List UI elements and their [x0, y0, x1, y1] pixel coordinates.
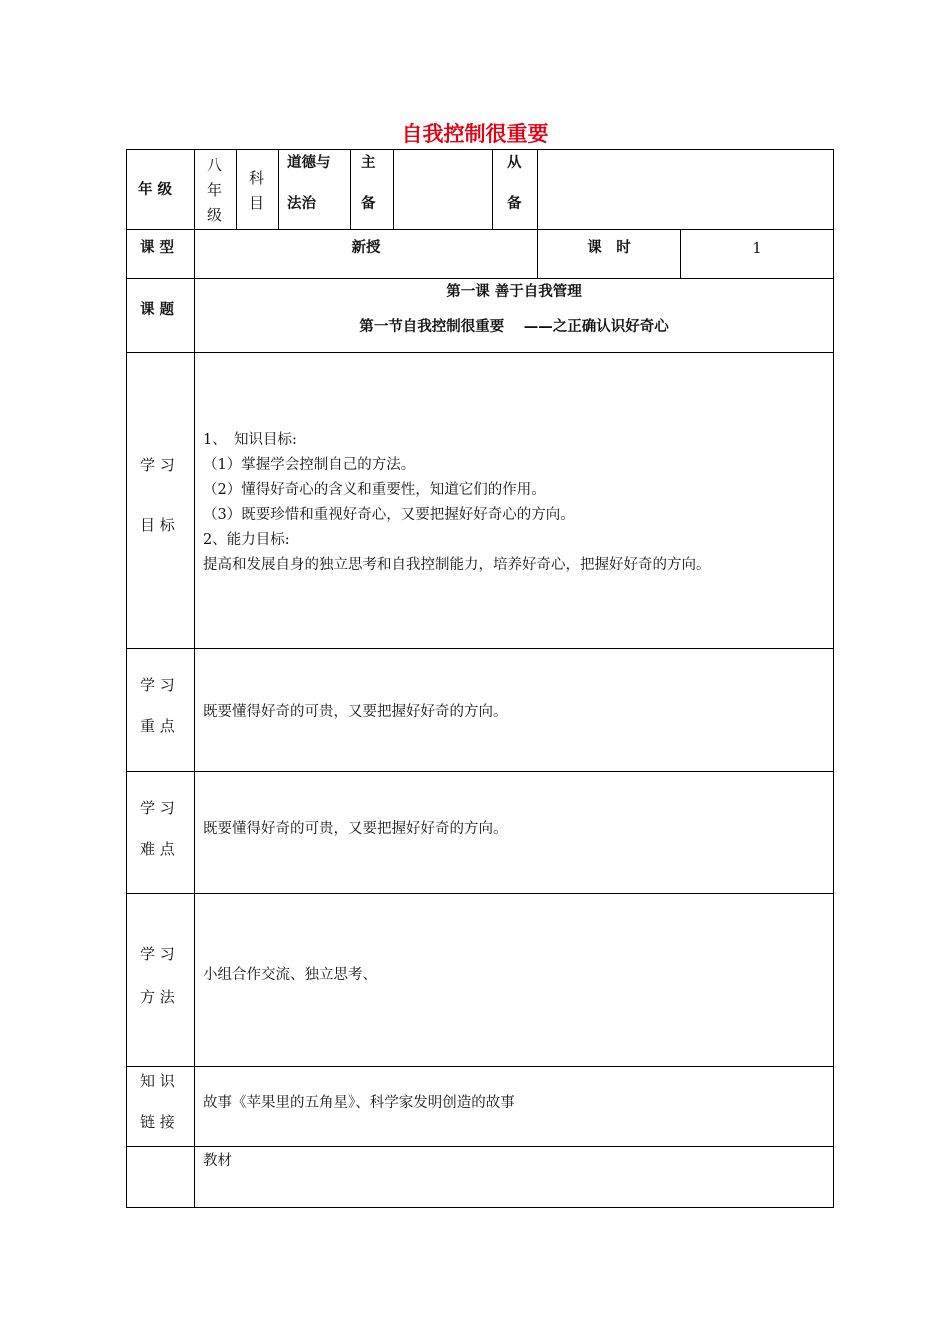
- objective-line: （2）懂得好奇心的含义和重要性，知道它们的作用。: [203, 482, 546, 498]
- objective-line: 提高和发展自身的独立思考和自我控制能力，培养好奇心，把握好好奇的方向。: [203, 557, 711, 573]
- topic-line-1: 第一课 善于自我管理: [446, 284, 582, 300]
- methods-text: 小组合作交流、独立思考、: [203, 967, 377, 983]
- hours-value: 1: [752, 239, 762, 257]
- hours-label: 课 时: [587, 240, 631, 256]
- topic-label: 课 题: [140, 302, 175, 318]
- grade-label: 年 级: [138, 182, 173, 198]
- key-points-text: 既要懂得好奇的可贵，又要把握好好奇的方向。: [203, 704, 508, 720]
- objective-line: （3）既要珍惜和重视好奇心，又要把握好好奇心的方向。: [203, 507, 575, 523]
- materials-text: 教材: [203, 1153, 232, 1169]
- type-label: 课 型: [140, 240, 175, 256]
- difficulties-text: 既要懂得好奇的可贵，又要把握好好奇的方向。: [203, 821, 508, 837]
- page-title: 自我控制很重要: [401, 122, 549, 146]
- topic-line-2: 第一节自我控制很重要 ——之正确认识好奇心: [359, 319, 669, 335]
- objective-line: 1、 知识目标:: [203, 432, 297, 448]
- links-text: 故事《苹果里的五角星》、科学家发明创造的故事: [203, 1095, 515, 1111]
- objective-line: （1）掌握学会控制自己的方法。: [203, 457, 416, 473]
- type-value: 新授: [351, 240, 381, 256]
- objective-line: 2、能力目标:: [203, 532, 290, 548]
